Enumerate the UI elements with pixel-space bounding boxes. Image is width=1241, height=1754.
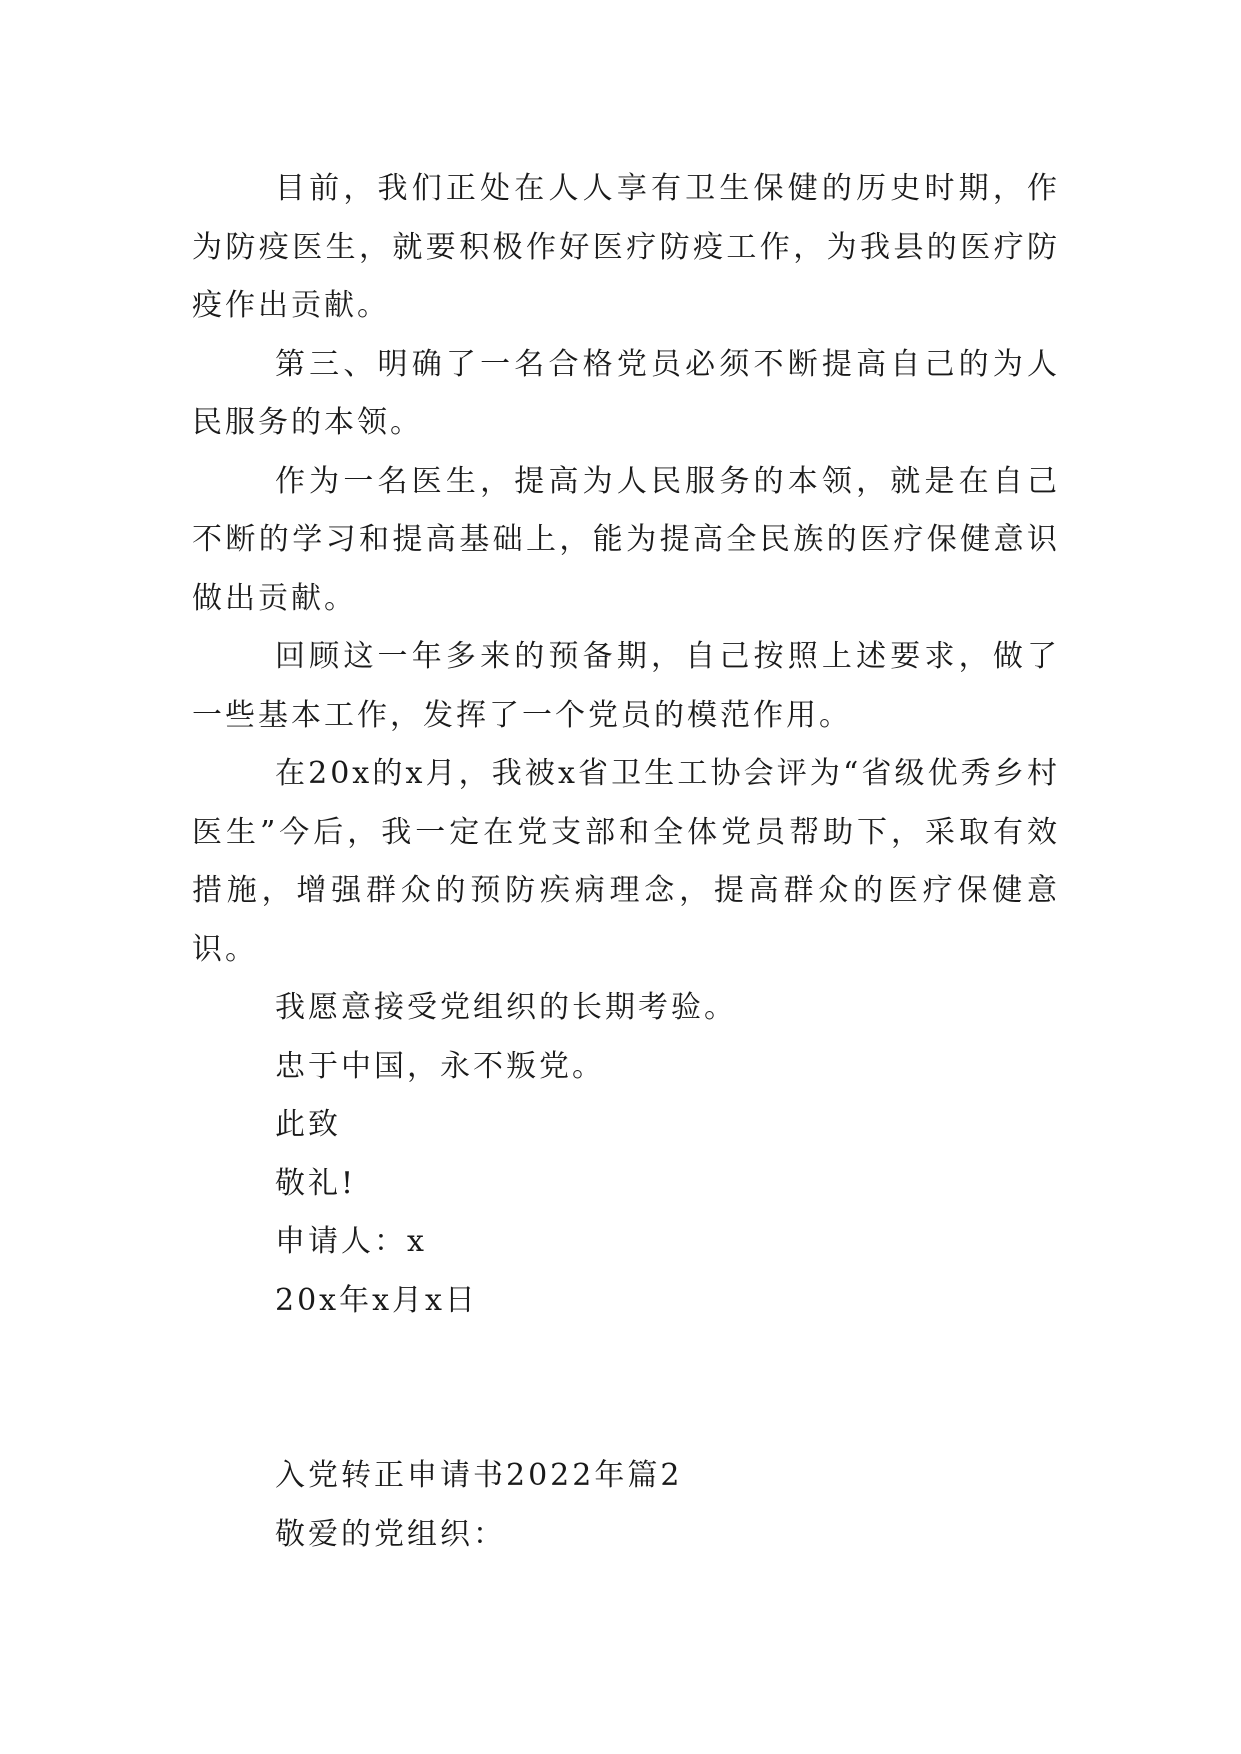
paragraph-review: 回顾这一年多来的预备期，自己按照上述要求，做了一些基本工作，发挥了一个党员的模范作用。 (192, 639, 1060, 733)
line-accept-test: 我愿意接受党组织的长期考验。 (275, 990, 737, 1025)
paragraph-epidemic-prevention: 目前，我们正处在人人享有卫生保健的历史时期，作为防疫医生，就要积极作好医疗防疫工作，为我县的医疗防疫作出贡献。 (192, 171, 1060, 323)
paragraph-doctor-skills: 作为一名医生，提高为人民服务的本领，就是在自己不断的学习和提高基础上，能为提高全民族的医疗保健意识做出贡献。 (192, 463, 1060, 616)
line-salute: 敬礼! (275, 1165, 357, 1201)
line-date: 20x年x月x日 (275, 1282, 478, 1318)
line-applicant: 申请人：x (275, 1224, 427, 1259)
line-loyalty: 忠于中国，永不叛党。 (275, 1048, 605, 1084)
paragraph-third-point: 第三、明确了一名合格党员必须不断提高自己的为人民服务的本领。 (192, 346, 1060, 440)
section-salutation: 敬爱的党组织： (275, 1516, 506, 1552)
section-title: 入党转正申请书2022年篇2 (275, 1458, 683, 1493)
paragraph-award: 在20x的x月，我被x省卫生工协会评为“省级优秀乡村医生”今后，我一定在党支部和全体党员帮助下，采取有效措施，增强群众的预防疾病理念，提高群众的医疗保健意识。 (192, 756, 1060, 967)
line-closing: 此致 (275, 1107, 341, 1142)
section-spacer (192, 1330, 1060, 1447)
document-body (192, 160, 1060, 1564)
